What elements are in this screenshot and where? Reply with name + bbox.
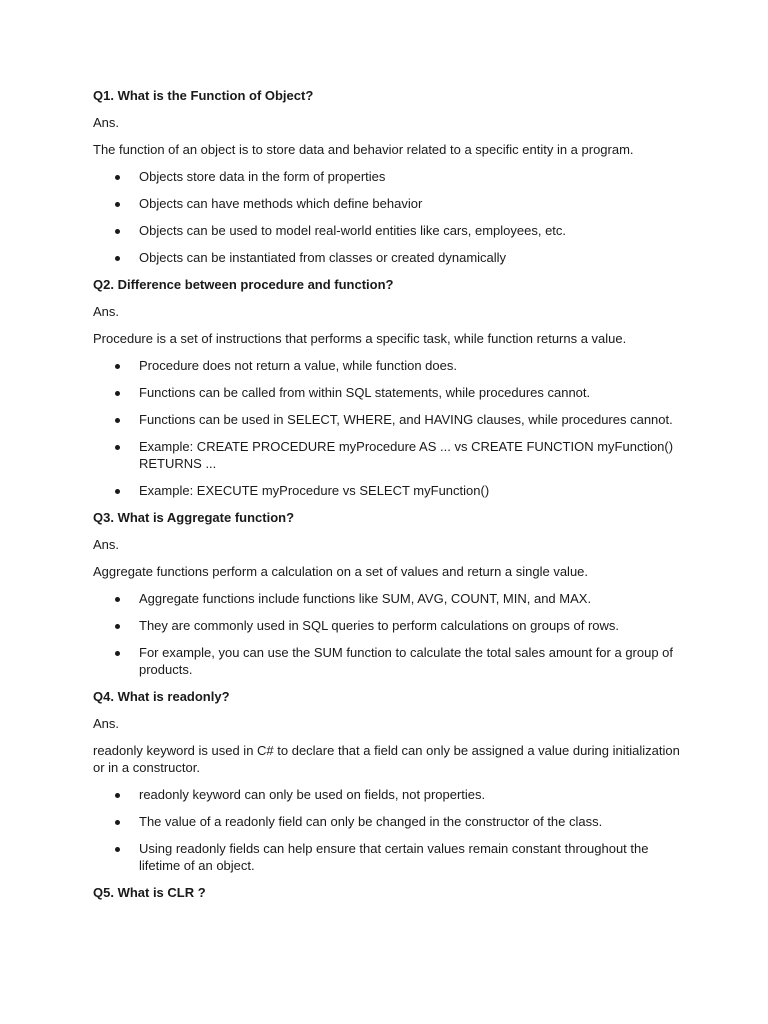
question-title: Q3. What is Aggregate function? — [93, 510, 295, 525]
answer-intro: Aggregate functions perform a calculation on a set of values and return a single value. — [93, 564, 589, 579]
bullet-text: Objects can be used to model real-world entities like cars, employees, etc. — [139, 223, 567, 238]
bullet-dot-icon — [115, 820, 120, 825]
bullet-text: The value of a readonly field can only be changed in the constructor of the class. — [139, 814, 603, 829]
bullet-text: Functions can be called from within SQL statements, while procedures cannot. — [139, 385, 591, 400]
bullet-text: Procedure does not return a value, while function does. — [139, 358, 457, 373]
question-section — [93, 276, 688, 499]
bullet-item — [93, 813, 688, 830]
bullet-text: readonly keyword can only be used on fields, not properties. — [139, 787, 486, 802]
question-section — [93, 688, 688, 874]
answer-intro: readonly keyword is used in C# to declare that a field can only be assigned a value during initialization or in a constructor. — [93, 743, 680, 775]
bullet-text: Aggregate functions include functions like SUM, AVG, COUNT, MIN, and MAX. — [139, 591, 592, 606]
bullet-item — [93, 249, 688, 266]
bullet-dot-icon — [115, 391, 120, 396]
bullet-item — [93, 168, 688, 185]
question-section — [93, 509, 688, 678]
question-title: Q1. What is the Function of Object? — [93, 88, 314, 103]
bullet-dot-icon — [115, 624, 120, 629]
bullet-dot-icon — [115, 489, 120, 494]
answer-label: Ans. — [93, 115, 120, 130]
bullet-item — [93, 195, 688, 212]
bullet-item — [93, 222, 688, 239]
bullet-item — [93, 840, 688, 874]
bullet-dot-icon — [115, 229, 120, 234]
bullet-text: Example: EXECUTE myProcedure vs SELECT myFunction() — [139, 483, 490, 498]
bullet-list — [93, 168, 688, 266]
bullet-text: For example, you can use the SUM function to calculate the total sales amount for a group of products. — [139, 645, 674, 677]
answer-intro: Procedure is a set of instructions that performs a specific task, while function returns a value. — [93, 331, 627, 346]
bullet-text: Using readonly fields can help ensure that certain values remain constant throughout the lifetime of an object. — [139, 841, 649, 873]
bullet-dot-icon — [115, 418, 120, 423]
bullet-item — [93, 617, 688, 634]
bullet-dot-icon — [115, 364, 120, 369]
bullet-text: Objects store data in the form of properties — [139, 169, 386, 184]
bullet-text: Objects can be instantiated from classes or created dynamically — [139, 250, 507, 265]
bullet-text: Example: CREATE PROCEDURE myProcedure AS ... vs CREATE FUNCTION myFunction() RETURNS ... — [139, 439, 674, 471]
bullet-item — [93, 644, 688, 678]
bullet-list — [93, 786, 688, 874]
answer-label: Ans. — [93, 537, 120, 552]
bullet-item — [93, 482, 688, 499]
bullet-text: Objects can have methods which define behavior — [139, 196, 423, 211]
question-section — [93, 884, 688, 901]
bullet-dot-icon — [115, 651, 120, 656]
bullet-text: They are commonly used in SQL queries to perform calculations on groups of rows. — [139, 618, 620, 633]
bullet-item — [93, 590, 688, 607]
bullet-dot-icon — [115, 175, 120, 180]
bullet-item — [93, 411, 688, 428]
bullet-list — [93, 590, 688, 678]
bullet-item — [93, 357, 688, 374]
bullet-item — [93, 438, 688, 472]
question-title: Q4. What is readonly? — [93, 689, 230, 704]
answer-label: Ans. — [93, 716, 120, 731]
bullet-dot-icon — [115, 793, 120, 798]
bullet-dot-icon — [115, 445, 120, 450]
bullet-dot-icon — [115, 847, 120, 852]
bullet-dot-icon — [115, 256, 120, 261]
question-title: Q2. Difference between procedure and function? — [93, 277, 394, 292]
question-section — [93, 87, 688, 266]
bullet-dot-icon — [115, 202, 120, 207]
answer-label: Ans. — [93, 304, 120, 319]
bullet-list — [93, 357, 688, 499]
answer-intro: The function of an object is to store data and behavior related to a specific entity in a program. — [93, 142, 634, 157]
question-title: Q5. What is CLR ? — [93, 885, 206, 900]
bullet-item — [93, 384, 688, 401]
bullet-dot-icon — [115, 597, 120, 602]
bullet-text: Functions can be used in SELECT, WHERE, and HAVING clauses, while procedures cannot. — [139, 412, 673, 427]
bullet-item — [93, 786, 688, 803]
